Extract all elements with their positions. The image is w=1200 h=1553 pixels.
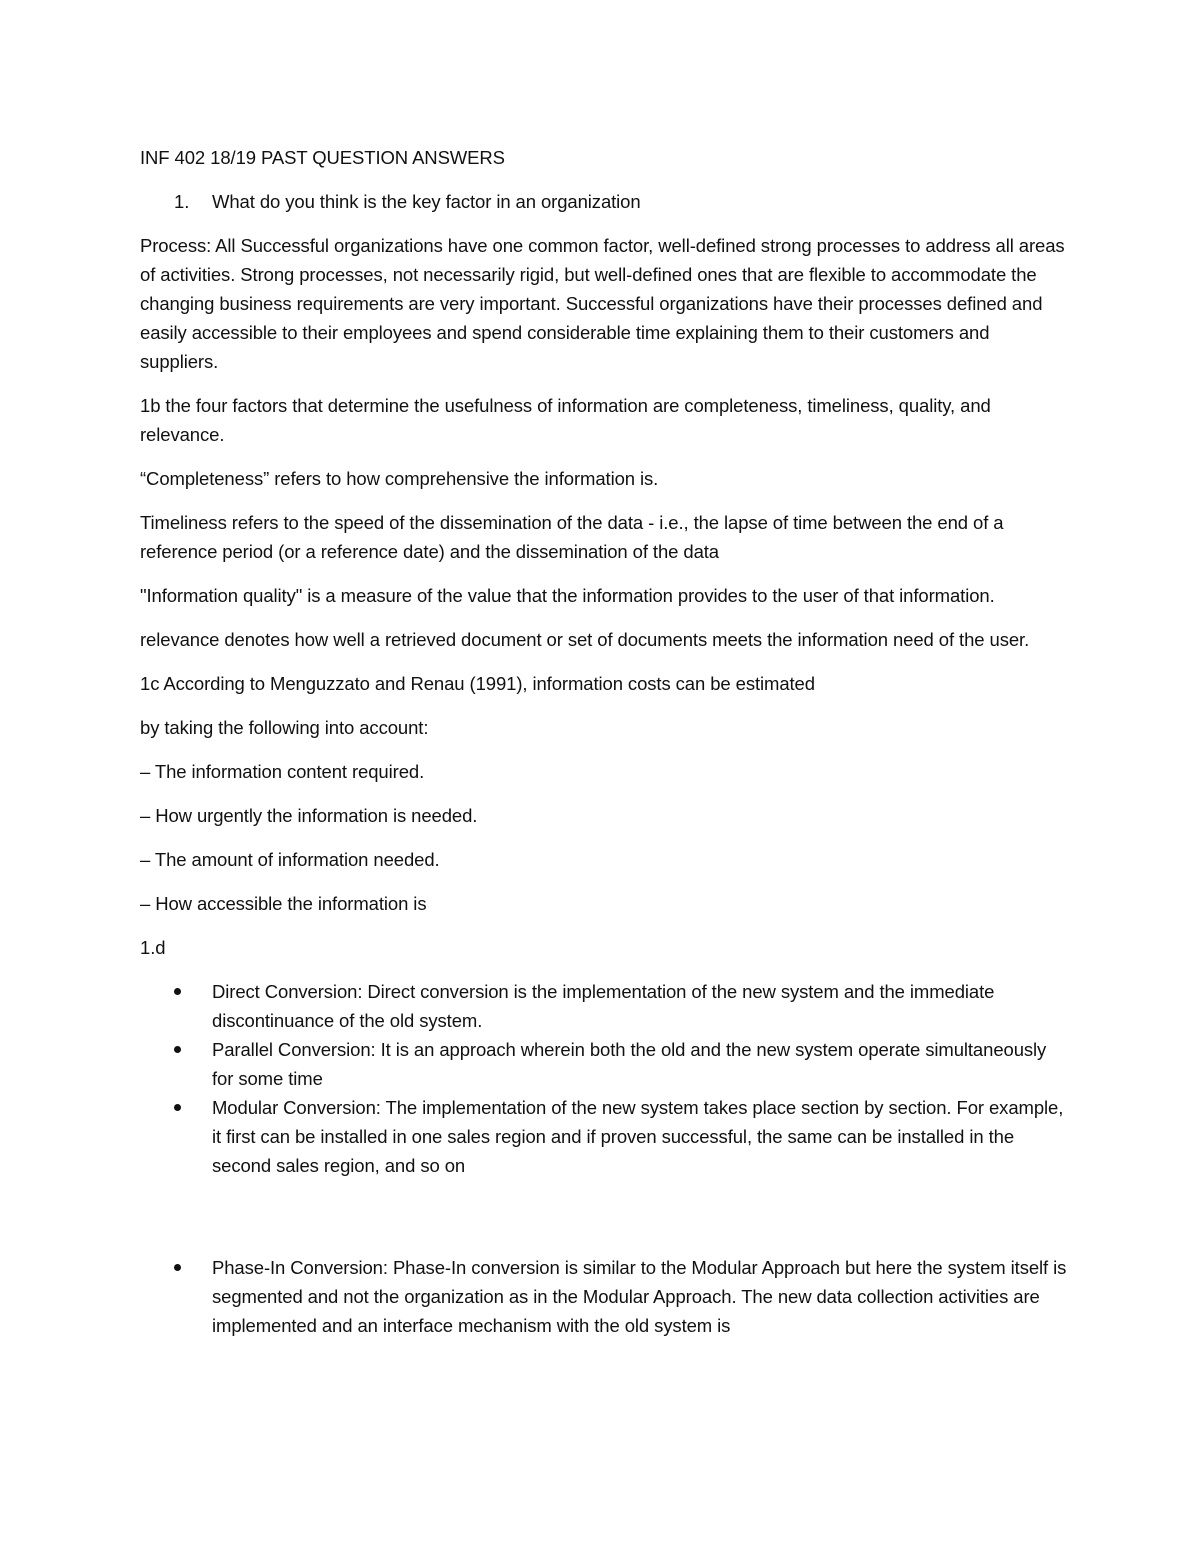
q1c-intro: 1c According to Menguzzato and Renau (1991), information costs can be estimated — [140, 673, 815, 694]
bullet-icon — [174, 1264, 181, 1271]
q1c-item: – The information content required. — [140, 761, 425, 782]
conversion-bullet-list — [140, 977, 1070, 1180]
document-title: INF 402 18/19 PAST QUESTION ANSWERS — [140, 147, 505, 168]
bullet-item — [140, 1093, 1070, 1180]
quality-paragraph: "Information quality" is a measure of the value that the information provides to the user of that information. — [140, 585, 995, 606]
conversion-bullet-list-continued — [140, 1253, 1070, 1340]
bullet-item — [140, 1035, 1070, 1093]
process-paragraph: Process: All Successful organizations have one common factor, well-defined strong processes to address all areas of activities. Strong processes, not necessarily rigid, but well-defined ones that are flexible to accommodate the changing business requirements are very important. Successful organizations have their processes defined and easily accessible to their employees and spend considerable time explaining them to their customers and suppliers. — [140, 235, 1065, 372]
bullet-text: Phase-In Conversion: Phase-In conversion is similar to the Modular Approach but here the system itself is segmented and not the organization as in the Modular Approach. The new data collection activities are implemented and an interface mechanism with the old system is — [212, 1257, 1067, 1336]
q1c-lead: by taking the following into account: — [140, 717, 429, 738]
bullet-text: Direct Conversion: Direct conversion is the implementation of the new system and the immediate discontinuance of the old system. — [212, 981, 995, 1031]
bullet-icon — [174, 988, 181, 995]
blank-gap — [140, 1195, 1070, 1253]
bullet-icon — [174, 1046, 181, 1053]
timeliness-paragraph: Timeliness refers to the speed of the dissemination of the data - i.e., the lapse of time between the end of a reference period (or a reference date) and the dissemination of the data — [140, 512, 1004, 562]
bullet-text: Modular Conversion: The implementation of the new system takes place section by section. For example, it first can be installed in one sales region and if proven successful, the same can be installed in the second sales region, and so on — [212, 1097, 1064, 1176]
question-text: What do you think is the key factor in an organization — [212, 191, 641, 212]
completeness-paragraph: “Completeness” refers to how comprehensive the information is. — [140, 468, 659, 489]
q1b-paragraph: 1b the four factors that determine the usefulness of information are completeness, timeliness, quality, and relevance. — [140, 395, 991, 445]
q1c-item: – How urgently the information is needed. — [140, 805, 478, 826]
bullet-icon — [174, 1104, 181, 1111]
relevance-paragraph: relevance denotes how well a retrieved document or set of documents meets the information need of the user. — [140, 629, 1030, 650]
document-body — [140, 143, 1070, 1355]
bullet-text: Parallel Conversion: It is an approach wherein both the old and the new system operate simultaneously for some time — [212, 1039, 1047, 1089]
q1c-item: – The amount of information needed. — [140, 849, 440, 870]
q1c-item: – How accessible the information is — [140, 893, 427, 914]
bullet-item — [140, 1253, 1070, 1340]
q1d-label: 1.d — [140, 937, 166, 958]
bullet-item — [140, 977, 1070, 1035]
question-number: 1. — [174, 191, 190, 212]
question-1 — [140, 187, 1070, 216]
